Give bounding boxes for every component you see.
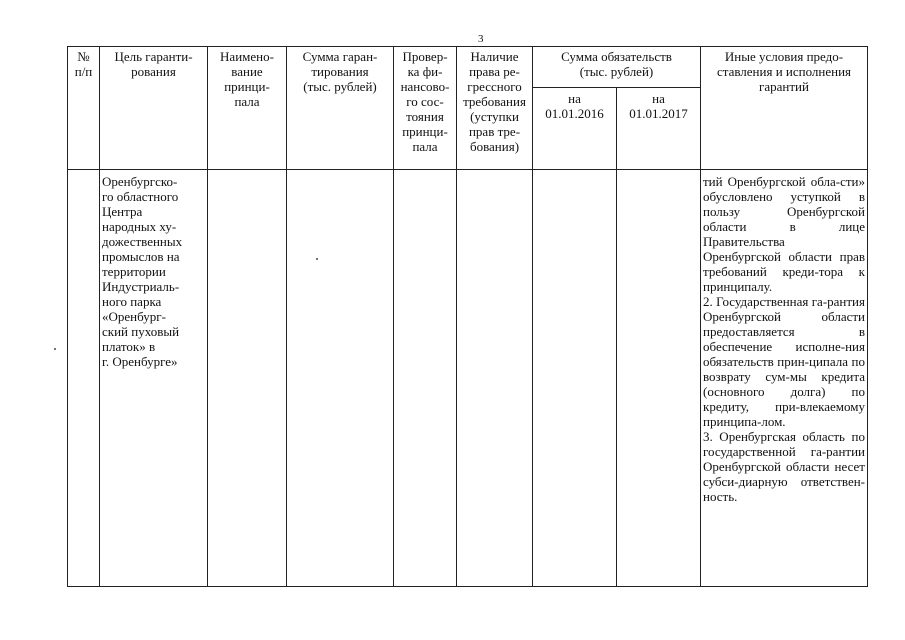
- cell-principal-name: [208, 170, 287, 587]
- header-other-conditions: Иные условия предо- ставления и исполнения гарантий: [701, 47, 868, 170]
- condition-paragraph-2: 2. Государственная га-рантия Оренбургской области предоставляется в обеспечение исполне-ния обязательств прин-ципала по возврату сум-мы кредита (основного долга) по кредиту, при-влекаемому принципа-лом.: [703, 294, 865, 429]
- header-on-2017: на 01.01.2017: [617, 88, 701, 170]
- cell-guarantee-sum: [287, 170, 394, 587]
- other-conditions-text: [703, 170, 865, 504]
- scan-speck: [54, 348, 56, 350]
- header-purpose: Цель гаранти- рования: [100, 47, 208, 170]
- header-obligation-sum: Сумма обязательств (тыс. рублей): [533, 47, 701, 88]
- cell-financial-check: [394, 170, 457, 587]
- cell-other-conditions: [701, 170, 868, 587]
- purpose-text: Оренбургско- го областного Центра народных ху- дожественных промыслов на территории Индустриаль- ного парка «Оренбург- ский пуховый платок» в г. Оренбурге»: [102, 174, 183, 369]
- cell-purpose: [100, 170, 208, 587]
- cell-num: [68, 170, 100, 587]
- header-principal-name: Наимено- вание принци- пала: [208, 47, 287, 170]
- page-number: 3: [478, 33, 484, 45]
- table-row: [68, 170, 868, 587]
- header-guarantee-sum: Сумма гаран- тирования (тыс. рублей): [287, 47, 394, 170]
- scan-speck: [316, 258, 318, 260]
- cell-regress-right: [457, 170, 533, 587]
- guarantees-table: [67, 46, 868, 587]
- condition-paragraph-1: тий Оренбургской обла-сти» обусловлено уступкой в пользу Оренбургской области в лице Правительства Оренбургской области прав требований креди-тора к принципалу.: [703, 174, 865, 294]
- header-financial-check: Провер- ка фи- нансово- го сос- тояния принци- пала: [394, 47, 457, 170]
- header-regress-right: Наличие права ре- грессного требования (уступки прав тре- бования): [457, 47, 533, 170]
- cell-on-2016: [533, 170, 617, 587]
- header-on-2016: на 01.01.2016: [533, 88, 617, 170]
- header-num: № п/п: [68, 47, 100, 170]
- header-row: [68, 47, 868, 88]
- cell-on-2017: [617, 170, 701, 587]
- condition-paragraph-3: 3. Оренбургская область по государственной га-рантии Оренбургской области несет субси-диарную ответствен-ность.: [703, 429, 865, 504]
